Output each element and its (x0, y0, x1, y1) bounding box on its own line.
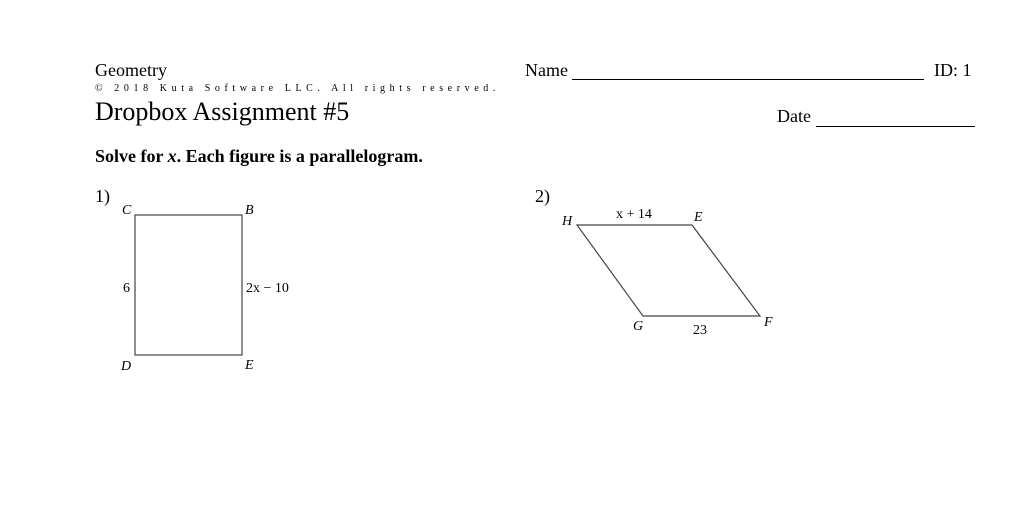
name-blank-line[interactable] (572, 79, 924, 80)
problem-1-rectangle (135, 215, 242, 355)
subject-label: Geometry (95, 60, 167, 80)
problem-2-bottom-side-label: 23 (693, 323, 707, 338)
date-label: Date (777, 106, 811, 126)
problem-2-top-side-label: x + 14 (616, 207, 652, 222)
copyright-notice: © 2018 Kuta Software LLC. All rights reserved. (95, 83, 500, 94)
problem-1-vertex-c: C (122, 203, 132, 218)
problem-1-vertex-e: E (245, 358, 254, 373)
problem-1-vertex-d: D (121, 359, 132, 374)
problem-2-number: 2) (535, 186, 550, 206)
problem-2-vertex-g: G (633, 319, 644, 334)
instructions-prefix: Solve for (95, 146, 168, 166)
problem-1-right-side-label: 2x − 10 (246, 281, 289, 296)
instructions-suffix: . Each figure is a parallelogram. (176, 146, 423, 166)
date-blank-line[interactable] (816, 126, 975, 127)
problem-2-vertex-h: H (562, 214, 573, 229)
name-label: Name (525, 60, 568, 80)
assignment-title: Dropbox Assignment #5 (95, 97, 350, 126)
problem-2-vertex-e: E (694, 210, 703, 225)
problem-1-figure (110, 195, 310, 380)
problem-2-vertex-f: F (764, 315, 773, 330)
problem-1-left-side-label: 6 (123, 281, 130, 296)
instructions-variable: x (167, 146, 177, 166)
problem-1-vertex-b: B (245, 203, 254, 218)
instructions (95, 146, 423, 167)
worksheet-id: ID: 1 (934, 60, 972, 80)
problem-2-figure (555, 200, 785, 345)
problem-1-number: 1) (95, 186, 110, 206)
problem-2-parallelogram (577, 225, 760, 316)
